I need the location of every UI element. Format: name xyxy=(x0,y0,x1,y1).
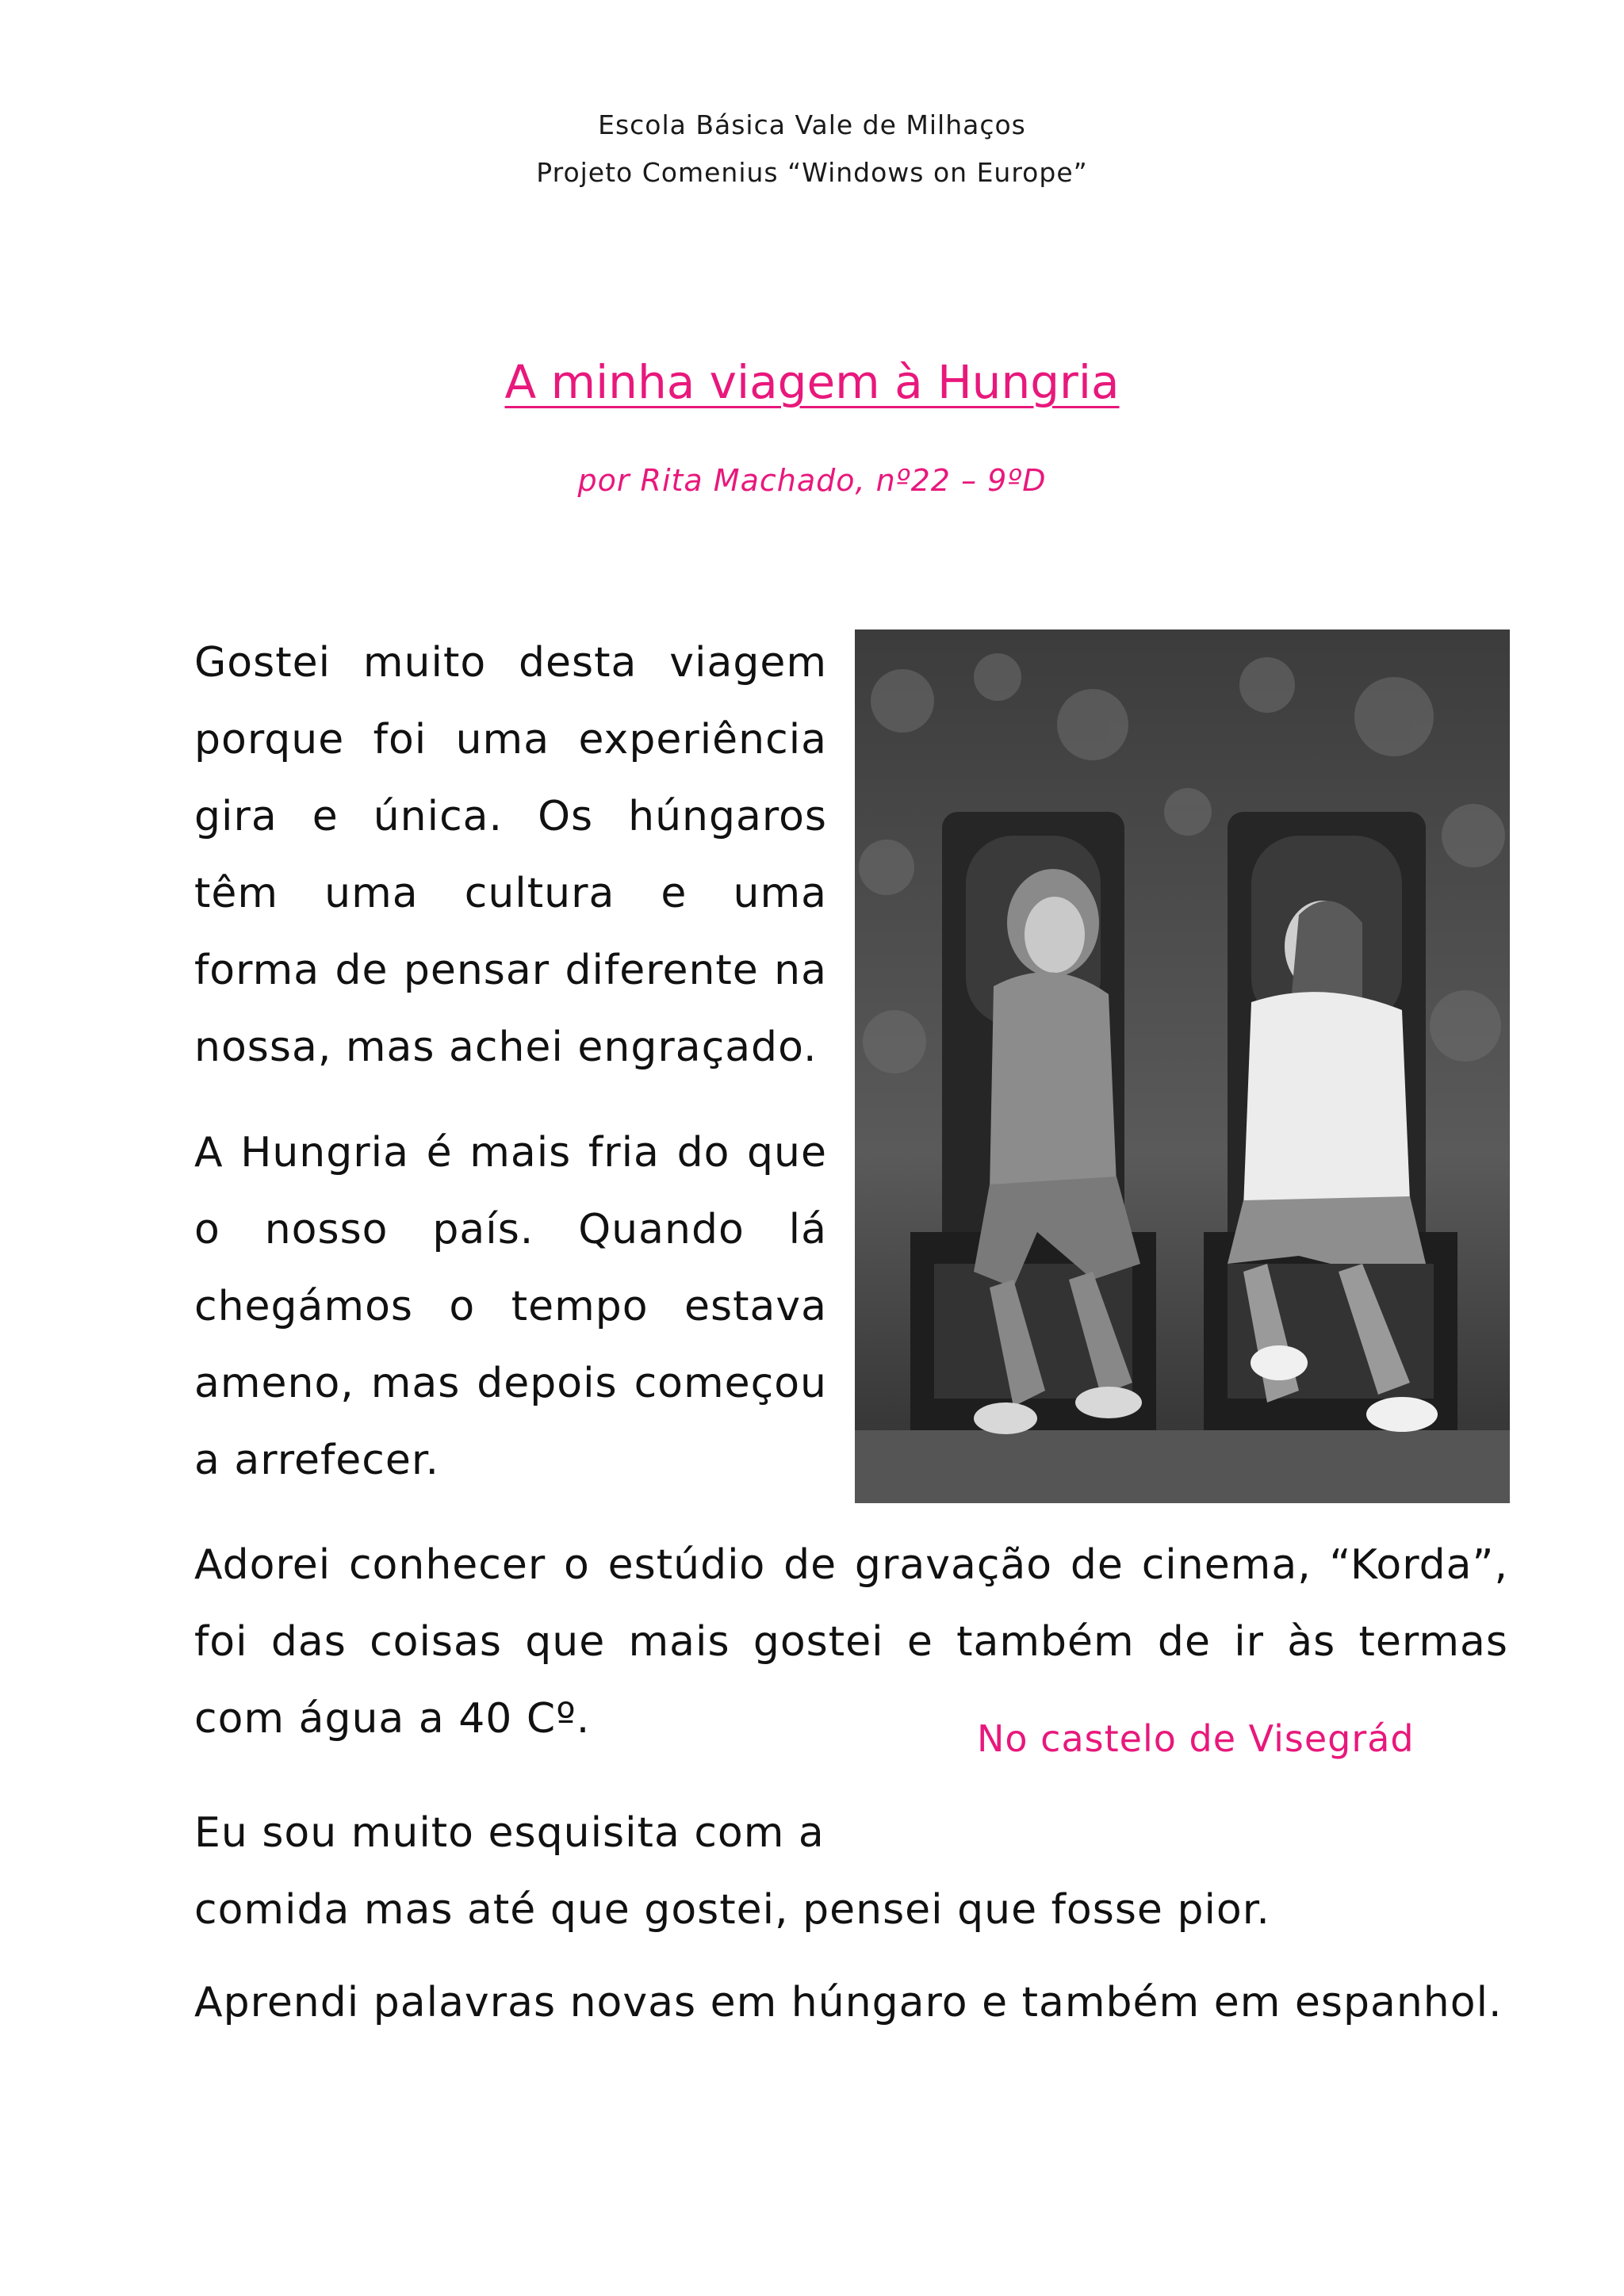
castle-photo xyxy=(855,629,1510,1503)
paragraph-3: Adorei conhecer o estúdio de gravação de cinema, “Korda”, foi das coisas que mais gostei e também de ir às termas com água a 40 Cº. xyxy=(194,1541,1508,1743)
article-byline: por Rita Machado, nº22 – 9ºD xyxy=(577,463,1047,498)
paragraph-4-line-2: comida mas até que gostei, pensei que fosse pior. xyxy=(194,1886,1270,1934)
school-name: Escola Básica Vale de Milhaços xyxy=(598,109,1026,140)
paragraph-4 xyxy=(194,1795,1508,1949)
paragraph-2: A Hungria é mais fria do que o nosso país. Quando lá chegámos o tempo estava ameno, mas depois começou a arrefecer. xyxy=(194,1129,827,1484)
paragraph-5: Aprendi palavras novas em húngaro e também em espanhol. xyxy=(194,1979,1503,2026)
photo-caption: No castelo de Visegrád xyxy=(977,1717,1415,1760)
paragraph-4-line-1: Eu sou muito esquisita com a xyxy=(194,1809,825,1857)
paragraph-1: Gostei muito desta viagem porque foi uma experiência gira e única. Os húngaros têm uma cultura e uma forma de pensar diferente na nossa, mas achei engraçado. xyxy=(194,639,827,1071)
project-name: Projeto Comenius “Windows on Europe” xyxy=(536,157,1088,188)
document-header xyxy=(0,101,1624,197)
photo-illustration xyxy=(855,629,1510,1503)
article-title: A minha viagem à Hungria xyxy=(504,355,1120,409)
